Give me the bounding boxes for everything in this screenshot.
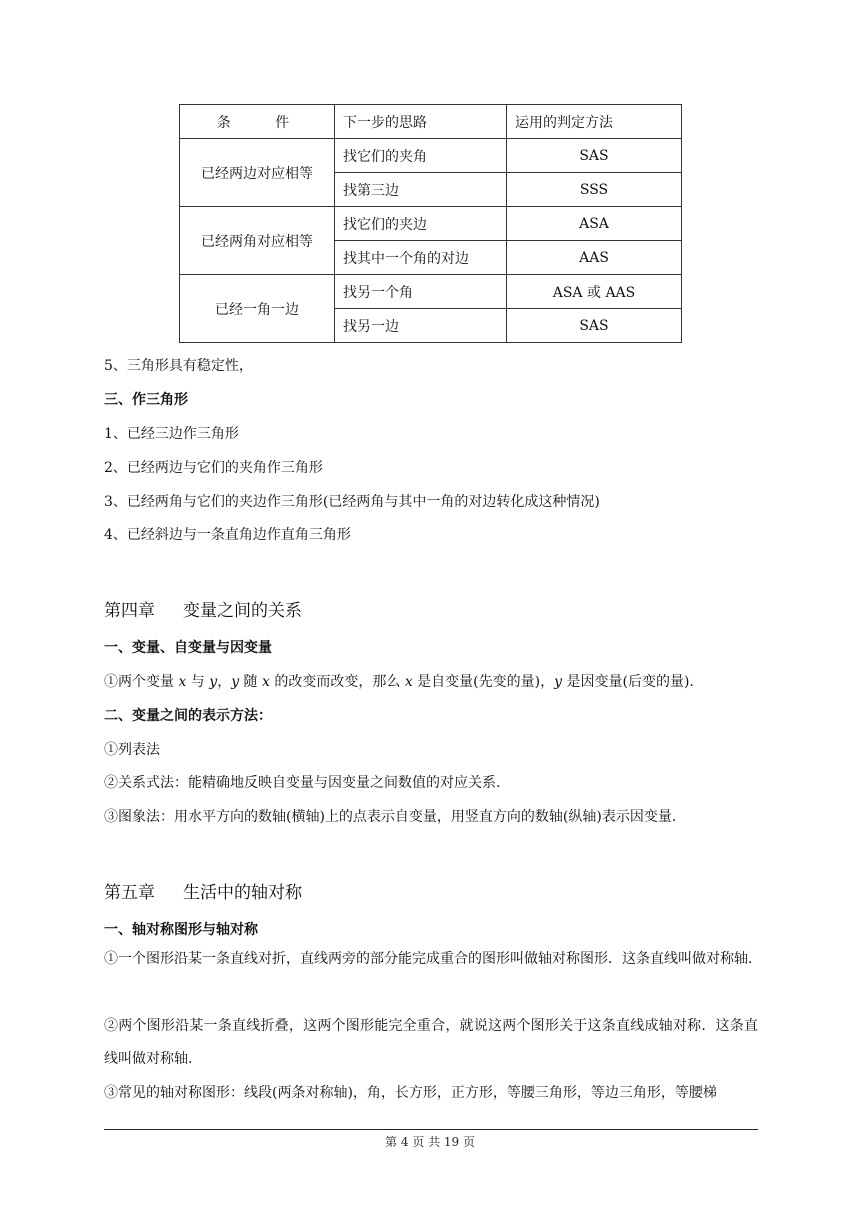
chapter-heading <box>104 878 302 903</box>
paragraph: ②两个图形沿某一条直线折叠，这两个图形能完全重合，就说这两个图形关于这条直线成轴对称．这条直线叫做对称轴. <box>104 1018 758 1067</box>
chapter-title: 变量之间的关系 <box>183 601 302 621</box>
section-heading: 一、轴对称图形与轴对称 <box>104 922 258 938</box>
triangle-congruence-table <box>179 104 682 343</box>
table-cell: 找其中一个角的对边 <box>335 241 507 275</box>
list-item: 2、已经两边与它们的夹角作三角形 <box>104 460 323 476</box>
paragraph: ①两个变量 x 与 y，y 随 x 的改变而改变，那么 x 是自变量(先变的量)，y 是因变量(后变的量). <box>104 674 694 690</box>
table-row <box>180 139 682 173</box>
table-row <box>180 275 682 309</box>
table-row <box>180 207 682 241</box>
table-cell: SAS <box>507 139 682 173</box>
paragraph: ③常见的轴对称图形：线段(两条对称轴)，角，长方形，正方形，等腰三角形，等边三角形，等腰梯 <box>104 1085 717 1101</box>
paragraph: ①一个图形沿某一条直线对折，直线两旁的部分能完成重合的图形叫做轴对称图形．这条直线叫做对称轴. <box>104 951 753 967</box>
table-header-row <box>180 105 682 139</box>
section-heading: 一、变量、自变量与因变量 <box>104 640 272 656</box>
chapter-number: 第五章 <box>104 883 155 903</box>
table-condition-cell: 已经两角对应相等 <box>180 207 335 275</box>
table-header-cell: 下一步的思路 <box>335 105 507 139</box>
list-item: ②关系式法：能精确地反映自变量与因变量之间数值的对应关系. <box>104 775 501 791</box>
list-item: ①列表法 <box>104 742 160 758</box>
table-cell: 找它们的夹角 <box>335 139 507 173</box>
table-cell: ASA <box>507 207 682 241</box>
footer-divider <box>104 1129 758 1130</box>
table-cell: 找它们的夹边 <box>335 207 507 241</box>
list-item: ③图象法：用水平方向的数轴(横轴)上的点表示自变量，用竖直方向的数轴(纵轴)表示因变量. <box>104 809 677 825</box>
table-cell: SSS <box>507 173 682 207</box>
chapter-number: 第四章 <box>104 601 155 621</box>
table-header-cell: 运用的判定方法 <box>507 105 682 139</box>
table-cell: SAS <box>507 309 682 343</box>
list-item: 1、已经三边作三角形 <box>104 426 239 442</box>
section-heading: 二、变量之间的表示方法： <box>104 708 272 724</box>
page-footer: 第 4 页 共 19 页 <box>385 1135 475 1149</box>
section-heading: 三、作三角形 <box>104 392 188 408</box>
table-cell: 找第三边 <box>335 173 507 207</box>
table-header-cell: 条 件 <box>180 105 335 139</box>
list-item: 4、已经斜边与一条直角边作直角三角形 <box>104 527 351 543</box>
table-condition-cell: 已经一角一边 <box>180 275 335 343</box>
table-cell: AAS <box>507 241 682 275</box>
chapter-heading <box>104 596 302 621</box>
chapter-title: 生活中的轴对称 <box>183 883 302 903</box>
table-cell: 找另一个角 <box>335 275 507 309</box>
list-item: 3、已经两角与它们的夹边作三角形(已经两角与其中一角的对边转化成这种情况) <box>104 494 600 510</box>
table-condition-cell: 已经两边对应相等 <box>180 139 335 207</box>
list-item: 5、三角形具有稳定性， <box>104 358 253 374</box>
table-cell: ASA 或 AAS <box>507 275 682 309</box>
table-cell: 找另一边 <box>335 309 507 343</box>
